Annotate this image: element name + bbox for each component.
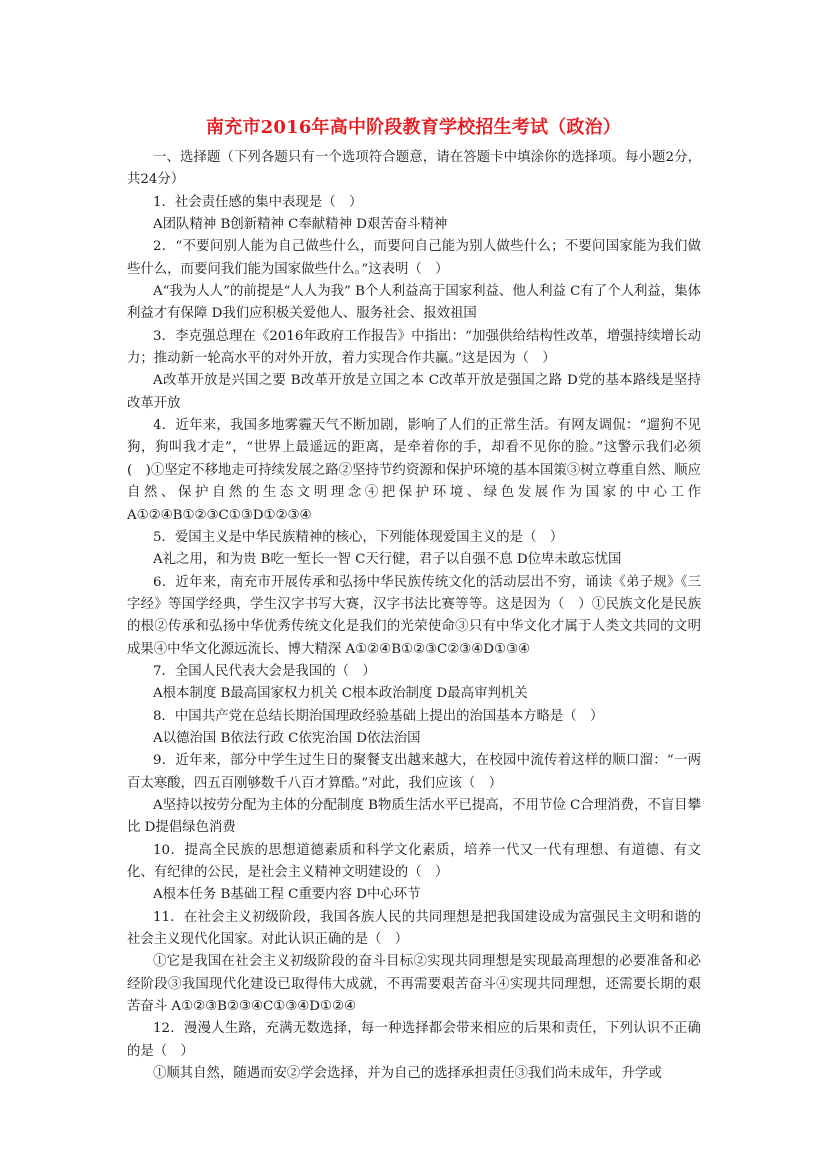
question-9-options: A坚持以按劳分配为主体的分配制度 B物质生活水平已提高，不用节俭 C合理消费，不盲目攀比 D提倡绿色消费 [127, 797, 701, 836]
question-7: 7．全国人民代表大会是我国的（ ） [153, 663, 376, 679]
question-7-options: A根本制度 B最高国家权力机关 C根本政治制度 D最高审判机关 [153, 686, 528, 702]
section-heading: 一、选择题（下列各题只有一个选项符合题意，请在答题卡中填涂你的选择项。每小题2分，共24分） [127, 150, 701, 188]
document-title: 南充市2016年高中阶段教育学校招生考试（政治） [206, 117, 621, 138]
question-9: 9．近年来，部分中学生过生日的聚餐支出越来越大，在校园中流传着这样的顺口溜：“一两百太寒酸，四五百刚够数千八百才算酷。”对此，我们应该（ ） [127, 753, 701, 791]
question-10: 10．提高全民族的思想道德素质和科学文化素质，培养一代又一代有理想、有道德、有文化、有纪律的公民，是社会主义精神文明建设的（ ） [127, 842, 701, 880]
question-8: 8．中国共产党在总结长期治国理政经验基础上提出的治国基本方略是（ ） [153, 708, 604, 724]
question-2-options: A“我为人人”的前提是“人人为我” B个人利益高于国家利益、他人利益 C有了个人利益，集体利益才有保障 D我们应积极关爱他人、服务社会、报效祖国 [127, 284, 701, 322]
question-10-options: A根本任务 B基础工程 C重要内容 D中心环节 [153, 887, 421, 903]
document-body [127, 147, 701, 1085]
question-1: 1．社会责任感的集中表现是（ ） [153, 194, 363, 210]
question-3: 3．李克强总理在《2016年政府工作报告》中指出：“加强供给结构性改革，增强持续增长动力；推动新一轮高水平的对外开放，着力实现合作共赢。”这是因为（ ） [127, 328, 701, 367]
question-11-options: ①它是我国在社会主义初级阶段的奋斗目标②实现共同理想是实现最高理想的必要准备和必经阶段③我国现代化建设已取得伟大成就，不再需要艰苦奋斗④实现共同理想，还需要长期的艰苦奋斗 A①②③B②③④C①③④D①②④ [127, 954, 701, 1015]
question-12: 12．漫漫人生路，充满无数选择，每一种选择都会带来相应的后果和责任，下列认识不正确的是（ ） [127, 1021, 701, 1059]
question-4: 4．近年来，我国多地雾霾天气不断加剧，影响了人们的正常生活。有网友调侃：“遛狗不见狗，狗叫我才走”，“世界上最遥远的距离，是牵着你的手，却看不见你的脸。”这警示我们必须( )①坚定不移地走可持续发展之路②坚持节约资源和保护环境的基本国策③树立尊重自然、顺应自然、保护自然的生态文明理念④把保护环境、绿色发展作为国家的中心工作 A①②④B①②③C①③D①②③④ [127, 418, 701, 523]
question-1-options: A团队精神 B创新精神 C奉献精神 D艰苦奋斗精神 [153, 217, 448, 233]
question-6: 6．近年来，南充市开展传承和弘扬中华民族传统文化的活动层出不穷，诵读《弟子规》《三字经》等国学经典，学生汉字书写大赛，汉字书法比赛等等。这是因为（ ）①民族文化是民族的根②传承和弘扬中华优秀传统文化是我们的光荣使命③只有中华文化才属于人类文共同的文明成果④中华文化源远流长、博大精深 A①②④B①②③C②③④D①③④ [127, 574, 701, 657]
question-12-options: ①顺其自然，随遇而安②学会选择，并为自己的选择承担责任③我们尚未成年，升学或 [153, 1066, 662, 1082]
question-5: 5．爱国主义是中华民族精神的核心，下列能体现爱国主义的是（ ） [153, 529, 564, 545]
question-5-options: A礼之用，和为贵 B吃一堑长一智 C天行健，君子以自强不息 D位卑未敢忘忧国 [153, 552, 622, 568]
question-2: 2．“不要问别人能为自己做些什么，而要问自己能为别人做些什么；不要问国家能为我们做些什么，而要问我们能为国家做些什么。”这表明（ ） [127, 239, 701, 277]
question-11: 11．在社会主义初级阶段，我国各族人民的共同理想是把我国建设成为富强民主文明和谐的社会主义现代化国家。对此认识正确的是（ ） [127, 909, 701, 948]
question-3-options: A改革开放是兴国之要 B改革开放是立国之本 C改革开放是强国之路 D党的基本路线是坚持改革开放 [127, 373, 701, 411]
question-8-options: A以德治国 B依法行政 C依宪治国 D依法治国 [153, 730, 421, 746]
